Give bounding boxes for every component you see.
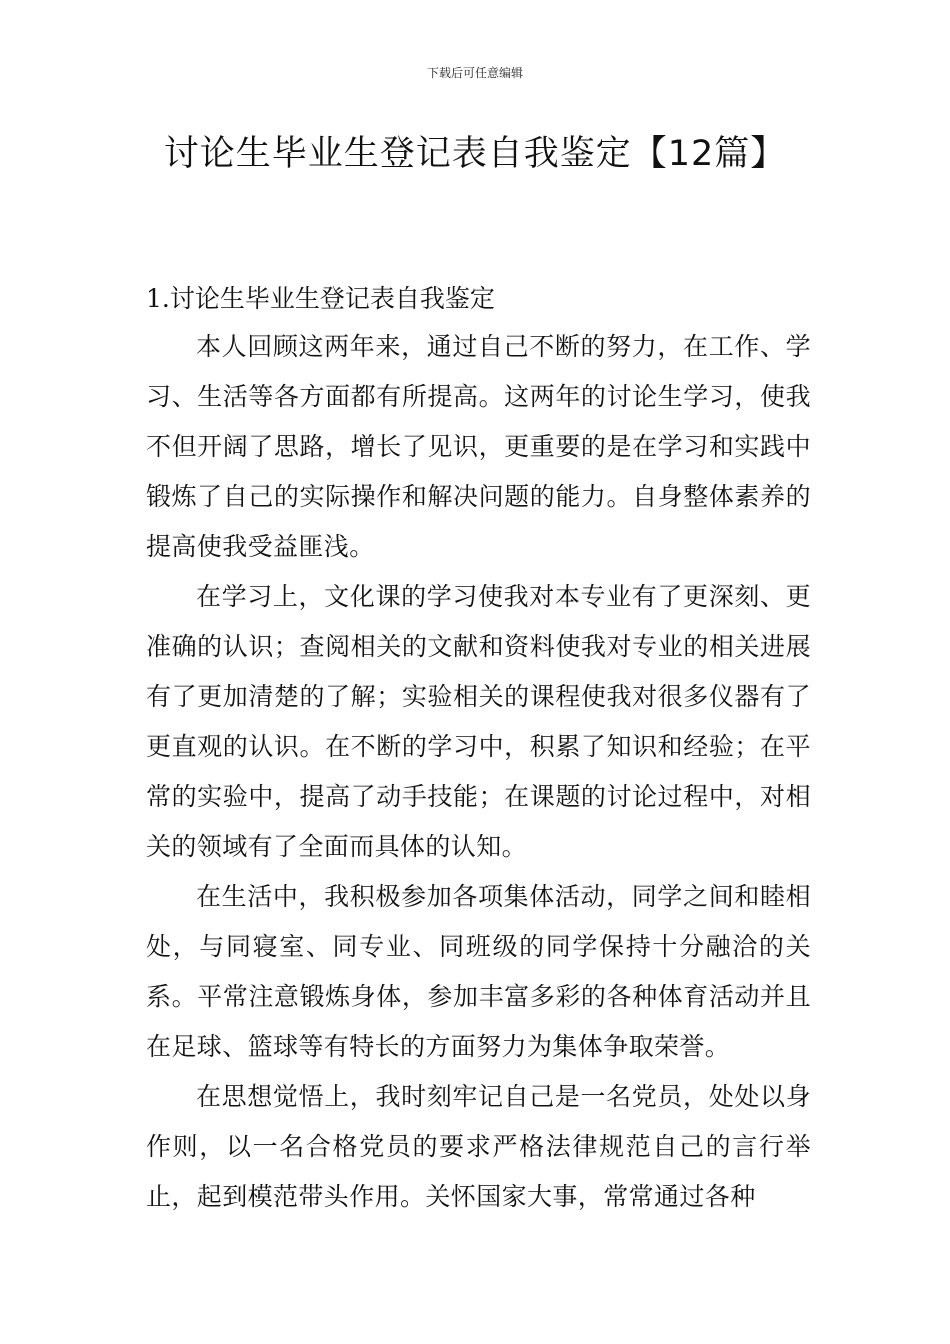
paragraph: 在学习上，文化课的学习使我对本专业有了更深刻、更准确的认识；查阅相关的文献和资料使我对专业的相关进展有了更加清楚的了解；实验相关的课程使我对很多仪器有了更直观的认识。在不断的学习中，积累了知识和经验；在平常的实验中，提高了动手技能；在课题的讨论过程中，对相关的领域有了全面而具体的认知。 bbox=[146, 582, 811, 861]
paragraph: 在思想觉悟上，我时刻牢记自己是一名党员，处处以身作则，以一名合格党员的要求严格法律规范自己的言行举止，起到模范带头作用。关怀国家大事，常常通过各种 bbox=[146, 1082, 811, 1211]
paragraph: 本人回顾这两年来，通过自己不断的努力，在工作、学习、生活等各方面都有所提高。这两年的讨论生学习，使我不但开阔了思路，增长了见识，更重要的是在学习和实践中锻炼了自己的实际操作和解决问题的能力。自身整体素养的提高使我受益匪浅。 bbox=[146, 332, 811, 561]
section-heading: 1.讨论生毕业生登记表自我鉴定 bbox=[146, 284, 495, 313]
paragraph: 在生活中，我积极参加各项集体活动，同学之间和睦相处，与同寝室、同专业、同班级的同学保持十分融洽的关系。平常注意锻炼身体，参加丰富多彩的各种体育活动并且在足球、篮球等有特长的方面努力为集体争取荣誉。 bbox=[146, 882, 811, 1061]
document-title: 讨论生毕业生登记表自我鉴定【12篇】 bbox=[163, 134, 787, 174]
document-body bbox=[146, 276, 811, 1222]
header-note: 下载后可任意编辑 bbox=[426, 66, 523, 80]
